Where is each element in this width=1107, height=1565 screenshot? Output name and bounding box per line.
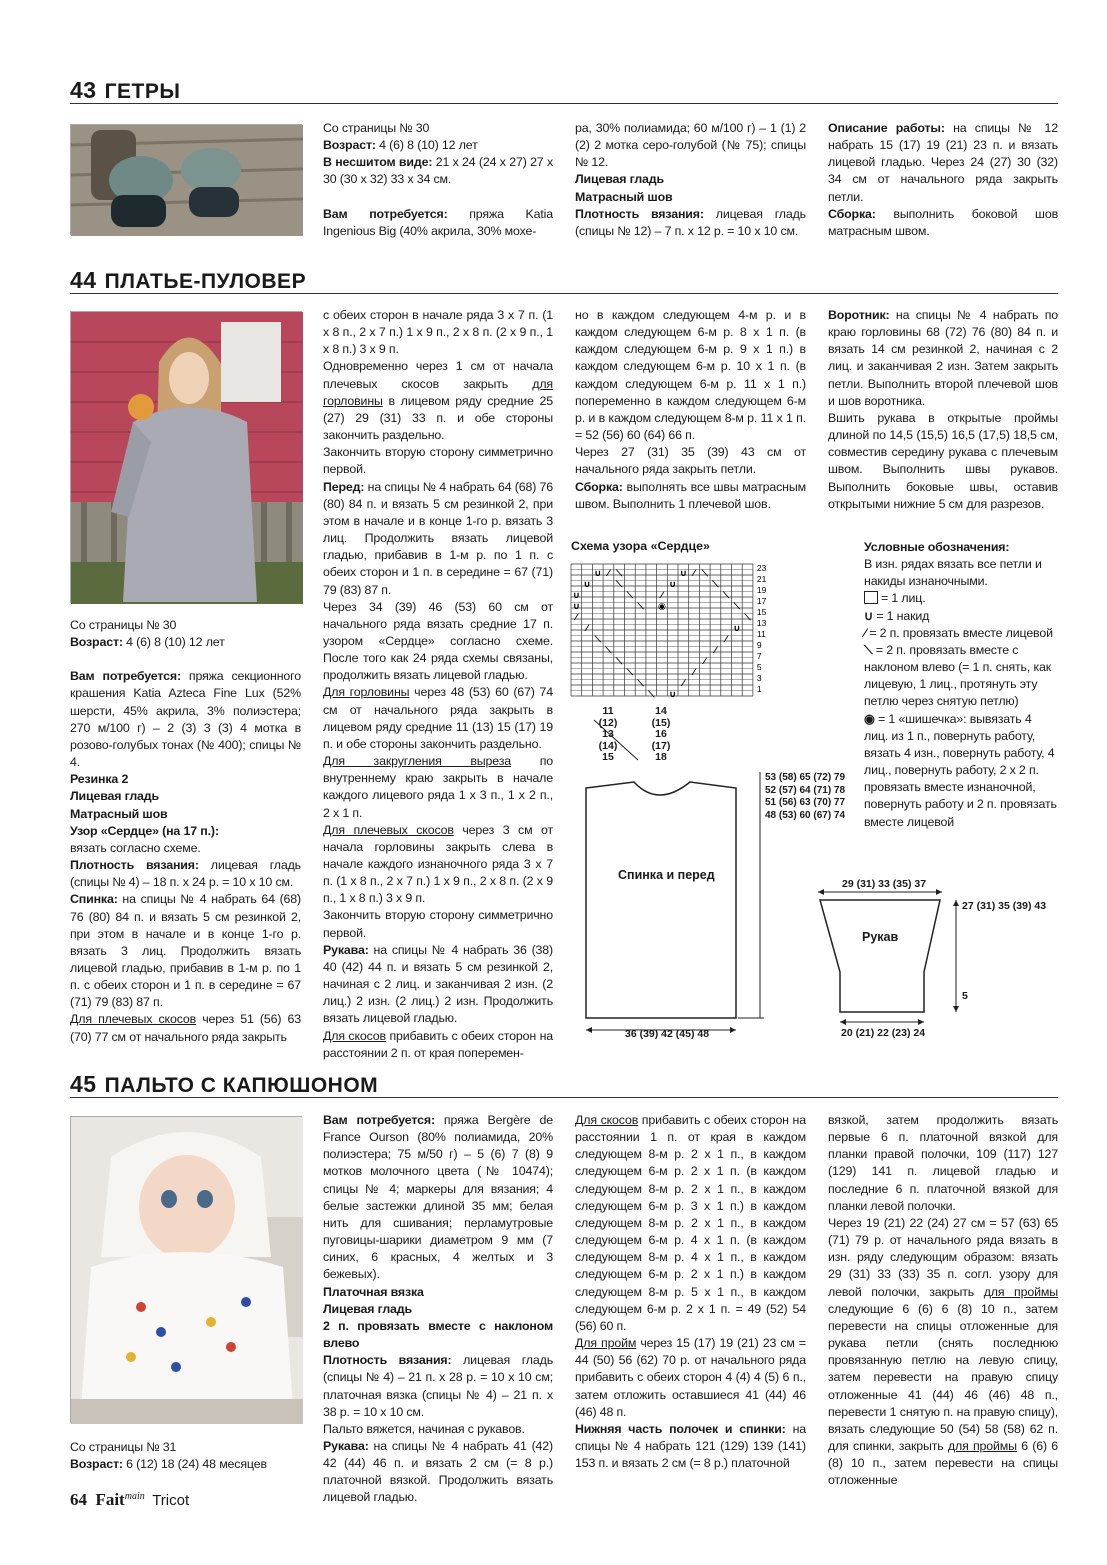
neck-left-measure [598,706,618,764]
paragraph: Для пройм через 15 (17) 19 (21) 23 см = 44 (50) 56 (62) 70 р. от начального ряда прибавить с обеих сторон 4 (4) 4 (5) 6 п., затем отложить оставшиеся 41 (44) 46 (46) 48 п. [575,1336,806,1419]
chart-symbol: ⟍ [615,656,623,667]
row-number: 3 [756,673,762,683]
chart-symbol: ⟍ [637,601,644,612]
paragraph: Рукава: на спицы № 4 набрать 36 (38) 40 (42) 44 п. и вязать 5 см резинкой 2, начиная с 2 лиц. и заканчивая 2 изн. (2 лиц.) 2 изн. (2 лиц.) 2 изн. Продолжить вязать лицевой гладью. [323,942,553,1026]
chart-symbol: ⁄ [703,656,706,667]
chart-symbol: ⟍ [594,634,601,645]
chart-symbol: ⟍ [615,579,623,590]
paragraph: В несшитом виде: 21 x 24 (24 x 27) 27 x 30 (30 x 32) 33 x 34 см. [323,155,553,187]
sleeve-bottom: 20 (21) 22 (23) 24 [841,1027,926,1039]
measure-value: (14) [598,739,618,752]
s44-col3 [575,307,806,513]
measure-value: 53 (58) 65 (72) 79 [765,772,846,783]
paragraph: Нижняя часть полочек и спинки: на спицы № 4 набрать 121 (129) 139 (141) 153 п. и вязать 2 см (= 8 р.) платочной [575,1421,806,1471]
page-footer [70,1490,189,1510]
brand-logo-script: main [124,1491,145,1502]
chart-symbol: ∪ [668,689,677,700]
s45-col4 [828,1112,1058,1489]
measure-value: 16 [655,728,667,740]
baby-coat-photo [70,1116,302,1423]
chart-symbol: ⁄ [575,612,578,623]
chart-symbol: ⟍ [637,678,644,689]
paragraph: Закончить вторую сторону симметрично первой. [323,908,553,940]
chart-symbol: ∪ [679,568,688,579]
chart-symbol: ⁄ [725,634,727,645]
measure-value: 48 (53) 60 (67) 74 [765,809,846,821]
s44-col1 [70,617,301,1046]
body-heights [765,772,845,822]
brand-logo: Fait [95,1490,125,1509]
section-number: 45 [70,1071,97,1097]
paragraph: Через 27 (31) 35 (39) 43 см от начального ряда закрыть петли. [575,445,806,477]
chart-symbol: ⁄ [714,645,717,656]
paragraph: с обеих сторон в начале ряда 3 x 7 п. (1 x 8 п., 2 x 7 п.) 1 x 9 п., 2 x 8 п. (2 x 9 п., 1 x 8 п.) 3 x 9 п. [323,308,553,357]
legend [864,539,1058,831]
row-number: 17 [756,596,767,606]
divider [70,1097,1058,1098]
girl-dress-photo [70,311,302,603]
paragraph: Для скосов прибавить с обеих сторон на расстоянии 2 п. от края поперемен- [323,1028,554,1060]
row-number: 21 [756,574,767,584]
measure-value: 18 [655,751,667,763]
chart-symbol: ⟍ [712,579,719,590]
chart-symbol: ⟍ [744,612,751,623]
paragraph: Рукава: на спицы № 4 набрать 41 (42) 42 (44) 46 п. и вязать 2 см (= 8 р.) платочной вязкой. Продолжить вязать лицевой гладью. [323,1438,553,1505]
paragraph: Со страницы № 31 [70,1440,177,1454]
brand-sub: Tricot [152,1492,190,1509]
chart-symbol: ⁄ [693,568,695,579]
paragraph: Одновременно через 1 см от начала плечевых скосов закрыть для горловины в лицевом ряду средние 25 (27) 29 (31) 33 п. и обе стороны закончить раздельно. [323,359,553,443]
paragraph: Возраст: 6 (12) 18 (24) 48 месяцев [70,1457,267,1472]
paragraph: Спинка: на спицы № 4 набрать 64 (68) 76 (80) 84 п. и вязать 5 см резинкой 2, при этом в начале и в конце 1-го р. вязать 3 лиц. Продолжить вязать лицевой гладью, прибавив в 1-м р. по 1 п. с обеих сторон и 1 п. в середине = 67 (71) 79 (83) 87 п. [70,892,301,1010]
divider [70,103,1058,104]
chart-symbol: ⟍ [605,645,612,656]
paragraph: Возраст: 4 (6) 8 (10) 12 лет [70,635,225,650]
s43-col2 [323,120,553,240]
measure-value: 15 [602,751,614,763]
paragraph: Для закругления выреза по внутреннему краю закрыть в начале каждого лицевого ряда 1 x 3 п., 1 x 2 п., 2 x 1 п. [323,754,553,820]
measure-value: (15) [651,716,671,729]
s44-col4 [828,307,1058,513]
measure-value: 13 [602,728,614,740]
sleeve-height: 27 (31) 35 (39) 43 [962,900,1047,912]
s45-col3 [575,1112,806,1472]
chart-symbol: ⁄ [693,667,695,678]
paragraph: Матрасный шов [575,189,673,204]
chart-symbol: ∪ [572,601,581,612]
heart-pattern-chart [571,562,767,700]
measure-value: 14 [655,705,667,717]
page-number: 64 [70,1490,87,1509]
sleeve-schematic [810,888,960,1028]
paragraph: вязкой, затем продолжить вязать первые 6 п. платочной вязкой для планки правой полочки, 109 (117) 127 (129) 141 п. лицевой гладью и последние 6 п. платочной вязкой для планки левой полочки. [828,1113,1058,1213]
chart-symbol: ∪ [583,579,591,590]
yarn-over-icon: ∪ [864,608,873,623]
measure-value: 11 [602,705,614,717]
paragraph: Через 19 (21) 22 (24) 27 см = 57 (63) 65 (71) 79 р. от начального ряда вязать в изн. ряду следующим образом: вязать 29 (31) 33 (33) 35 п. согл. узору для левой полочки, закрыть для проймы следующие 6 (6) 6 (8) 10 п., затем перевести на спицы отложенные для рукава петли (снять последнюю провязанную петлю на левую спицу, затем перевести на правую спицу отложенные 41 (44) 46 (46) 48 п., перевести 1 снятую п. на правую спицу), вязать следующие 50 (54) 58 (58) 62 п. для спинки, закрыть для проймы 6 (6) 6 (8) 10 п., затем перевести на спицы отложенные [828,1215,1058,1488]
legend-title: Условные обозначения: [864,540,1010,554]
section-name: ПЛАТЬЕ-ПУЛОВЕР [104,270,307,293]
s43-col3 [575,120,806,240]
chart-symbol: ◉ [658,601,666,612]
paragraph: Вам потребуется: пряжа Katia Ingenious Big (40% акрила, 30% мохе- [323,206,553,238]
sleeve-cuff: 5 [962,990,968,1002]
paragraph: Со страницы № 30 [323,121,430,135]
measure-value: (12) [598,716,618,729]
paragraph: Закончить вторую сторону симметрично первой. [323,445,553,477]
paragraph: Для плечевых скосов через 51 (56) 63 (70) 77 см от начального ряда закрыть [70,1012,301,1044]
row-number: 23 [756,563,767,573]
s44-col2 [323,307,553,1062]
neck-right-measure [650,706,672,764]
knit-square-icon [864,591,878,604]
chart-symbol: ⟍ [626,590,634,601]
section-name: ГЕТРЫ [104,80,181,103]
sleeve-label: Рукав [862,930,899,944]
chart-symbol: ∪ [733,623,741,634]
chart-symbol: ⟍ [722,590,730,601]
k2tog-icon: ⁄ [864,625,866,640]
section-43-title [70,77,180,104]
paragraph: Описание работы: на спицы № 12 набрать 15 (17) 19 (21) 23 п. и вязать лицевой гладью. Через 24 (27) 30 (32) 34 см от начального ряда закрыть петли. [828,121,1058,204]
sleeve-top: 29 (31) 33 (35) 37 [842,878,927,890]
paragraph: ра, 30% полиамида; 60 м/100 г) – 1 (1) 2 (2) 2 мотка серо-голубой (№ 75); спицы № 12. [575,121,806,170]
chart-title: Схема узора «Сердце» [571,539,710,553]
paragraph: Воротник: на спицы № 4 набрать по краю горловины 68 (72) 76 (80) 84 п. и вязать 14 см резинкой 2, начиная с 2 лиц. и заканчивая 2 изн. Затем закрыть петли. Выполнить второй плечевой шов и шов воротника. [828,308,1058,408]
row-number: 1 [756,684,762,694]
divider [70,293,1058,294]
chart-symbol: ⟍ [701,568,708,579]
legend-item: = 1 лиц. [864,590,1058,607]
s45-col2 [323,1112,553,1507]
bobble-icon: ◉ [864,711,875,726]
row-number: 13 [756,618,767,628]
paragraph: но в каждом следующем 4-м р. и в каждом следующем 6-м р. 8 x 1 п. (в каждом следующем 6-м р. 9 x 1 п.) в каждом следующем 6-м р. 10 x 1 п. (в каждом следующем 6-м р. 11 x 1 п.) попеременно в каждом следующем 6-м р. и в каждом следующем 8-м р. 11 x 1 п. = 52 (56) 60 (64) 66 п. [575,308,806,443]
section-45-title [70,1071,378,1098]
leg-warmers-photo [70,124,302,235]
legend-intro: В изн. рядах вязать все петли и накиды изнаночными. [864,557,1042,589]
paragraph: Перед: на спицы № 4 набрать 64 (68) 76 (80) 84 п. и вязать 5 см резинкой 2, при этом в начале и в конце 1-го р. вязать 3 лиц. Продолжить вязать лицевой гладью, прибавив в 1-м р. по 1 п. с обеих сторон и 1 п. в середине = 67 (71) 79 (83) 87 п. [323,479,553,597]
legend-item: ⁄ = 2 п. провязать вместе лицевой [864,625,1053,640]
section-name: ПАЛЬТО С КАПЮШОНОМ [104,1074,379,1097]
chart-symbol: ⟍ [626,667,634,678]
section-number: 43 [70,77,97,103]
chart-symbol: ∪ [594,568,602,579]
paragraph: Вам потребуется: пряжа Bergère de France Ourson (80% полиамида, 20% полиэстера; 75 м/50 г) – 5 (6) 7 (8) 9 мотков молочного цвета (№ 10474); спицы № 4; маркеры для вязания; 4 белые застежки длиной 35 мм; белая нить для сшивания; перламутровые пуговицы-шарики диаметром 9 мм (7 синих, 6 красных, 4 желтых и 3 бежевых). [323,1113,553,1282]
legend-item: ◉ = 1 «шишечка»: вывязать 4 лиц. из 1 п., повернуть работу, вязать 4 изн., повернуть работу, 4 лиц., повернуть работу, 2 x 2 п. провязать вместе изнаночной, повернуть работу и 2 п. провязать вместе лицевой [864,711,1057,829]
measure-value: (17) [651,739,671,752]
paragraph: Лицевая гладь [575,172,664,187]
paragraph: Для плечевых скосов через 3 см от начала горловины закрыть слева в начале каждого изнаночного ряда 3 x 7 п. (1 x 8 п., 2 x 7 п.) 1 x 9 п., 2 x 8 п. (2 x 9 п., 1 x 8 п.) 3 x 9 п. [323,822,553,906]
paragraph: Через 34 (39) 46 (53) 60 см от начального ряда вязать средние 17 п. узором «Сердце» согласно схеме. После того как 24 ряда схемы связаны, продолжить вязать лицевой гладью. [323,599,553,683]
chart-symbol: ⁄ [607,568,610,579]
chart-symbol: ∪ [668,579,677,590]
row-number: 7 [756,651,762,661]
paragraph: Со страницы № 30 [70,618,177,632]
measure-value: 51 (56) 63 (70) 77 [765,797,846,808]
body-label: Спинка и перед [618,868,715,882]
row-number: 5 [756,662,762,672]
paragraph: Лицевая гладь [70,789,159,804]
paragraph: Плотность вязания: лицевая гладь (спицы № 4) – 18 п. x 24 р. = 10 x 10 см. [70,858,301,890]
paragraph: Для скосов прибавить с обеих сторон на расстоянии 1 п. от края в каждом следующем 8-м р. 2 x 1 п., в каждом следующем 6-м р. 2 x 1 п. (в каждом следующем 8-м р. 2 x 1 п., в каждом следующем 6-м р. 3 x 1 п.) в каждом следующем 8-м р. 2 x 1 п., в каждом следующем 6-м р. 4 x 1 п. (в каждом следующем 8-м р. 4 x 1 п., в каждом следующем 6-м р. 2 x 1 п.) в каждом следующем 8-м р. 5 x 1 п., в каждом следующем 6-м р. 2 x 1 п. = 49 (52) 54 (56) 60 п. [575,1113,806,1333]
measure-value: 52 (57) 64 (71) 78 [765,784,846,796]
paragraph: Пальто вяжется, начиная с рукавов. [323,1421,525,1436]
row-number: 11 [756,629,766,639]
s45-col1 [70,1439,301,1473]
paragraph: Лицевая гладь [323,1301,412,1316]
row-number: 9 [756,640,762,650]
paragraph: Для горловины через 48 (53) 60 (67) 74 см от начального ряда закрыть в лицевом ряду средние 11 (13) 15 (17) 19 п. и обе стороны закончить раздельно. [323,685,553,751]
legend-item: ∪ = 1 накид [864,608,930,623]
chart-symbol: ⁄ [586,623,588,634]
paragraph: Возраст: 4 (6) 8 (10) 12 лет [323,138,478,153]
paragraph: Матрасный шов [70,806,168,821]
paragraph: Резинка 2 [70,772,129,787]
paragraph: 2 п. провязать вместе с наклоном влево [323,1318,553,1351]
chart-symbol: ∪ [572,590,581,601]
paragraph: Сборка: выполнять все швы матрасным швом. Выполнить 1 плечевой шов. [575,479,806,511]
paragraph: Плотность вязания: лицевая гладь (спицы № 12) – 7 п. x 12 р. = 10 x 10 см. [575,206,806,238]
paragraph: Плотность вязания: лицевая гладь (спицы № 4) – 21 п. x 28 р. = 10 x 10 см; платочная вязка (спицы № 4) – 21 п. x 38 р. = 10 x 10 см. [323,1353,553,1419]
paragraph: Платочная вязка [323,1284,424,1299]
s43-col4 [828,120,1058,240]
chart-symbol: ⟍ [733,601,741,612]
chart-symbol: ⟍ [615,568,623,579]
body-width: 36 (39) 42 (45) 48 [625,1028,710,1040]
chart-symbol: ⁄ [682,678,685,689]
section-number: 44 [70,267,97,293]
paragraph: Вам потребуется: пряжа секционного крашения Katia Azteca Fine Lux (52% шерсти, 45% акрила, 3% полиэстера; 270 м/100 г) – 2 (3) 3 (3) 4 мотка в розово-голубых тонах (№ 400); спицы № 4. [70,669,301,770]
chart-symbol: ⟍ [648,689,655,700]
chart-symbol: ⁄ [661,590,663,601]
paragraph: Сборка: выполнить боковой шов матрасным швом. [828,206,1058,238]
ssk-icon: ⟍ [864,642,873,657]
paragraph: Вшить рукава в открытые проймы длиной по 14,5 (15,5) 16,5 (17,5) 18,5 см, совместив середину рукава с плечевым швом. Выполнить швы рукавов. Выполнить боковые швы, оставив открытыми нижние 5 см для разрезов. [828,410,1058,511]
row-number: 15 [756,607,767,617]
paragraph: Узор «Сердце» (на 17 п.): [70,823,219,838]
row-number: 19 [756,585,767,595]
paragraph: вязать согласно схеме. [70,840,201,855]
section-44-title [70,267,306,294]
legend-item: ⟍ = 2 п. провязать вместе с наклоном влево (= 1 п. снять, как лицевую, 1 лиц., протянуть эту петлю через снятую петлю) [864,642,1051,709]
